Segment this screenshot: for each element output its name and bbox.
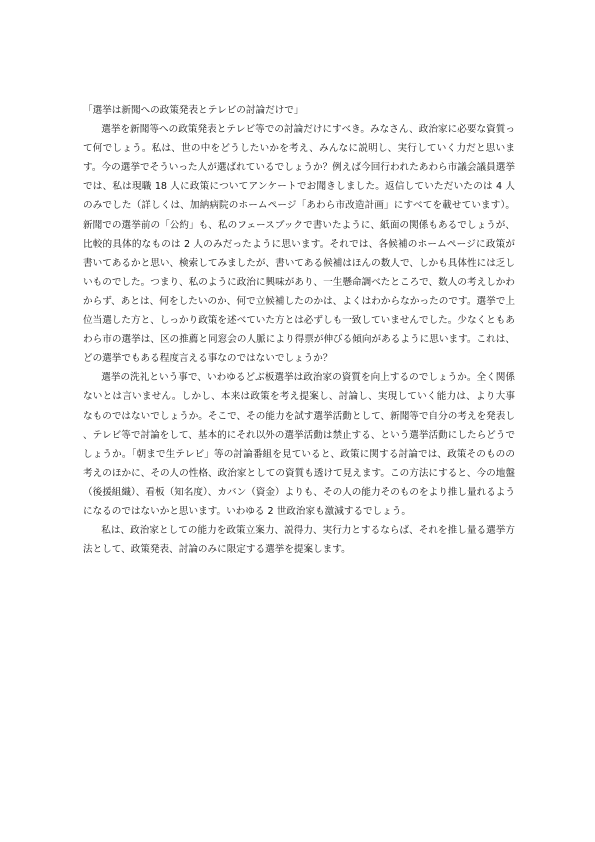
document-title: 「選挙は新聞への政策発表とテレビの討論だけで」	[83, 105, 304, 116]
paragraph-1: 選挙を新聞等への政策発表とテレビ等での討論だけにすべき。みなさん、政治家に必要な資質って何でしょう。私は、世の中をどうしたいかを考え、みんなに説明し、実行していく力だと思います。今の選挙でそういった人が選ばれているでしょうか？例えば今回行われたあわら市議会議員選挙では、私は現職 18 人に政策についてアンケートでお聞きしました。返信していただいたのは 4 人のみでした（詳しくは、加納病院のホームページ「あわら市改造計画」にすべてを載せています）。新聞での選挙前の「公約」も、私のフェースブックで書いたように、紙面の関係もあるでしょうが、比較的具体的なものは 2 人のみだったように思います。それでは、各候補のホームページに政策が書いてあるかと思い、検索してみましたが、書いてある候補はほんの数人で、しかも具体性には乏しいものでした。つまり、私のように政治に興味があり、一生懸命調べたところで、数人の考えしかわからず、あとは、何をしたいのか、何で立候補したのかは、よくはわからなかったのです。選挙で上位当選した方と、しっかり政策を述べていた方とは必ずしも一致していませんでした。少なくともあわら市の選挙は、区の推薦と同窓会の人脈により得票が伸びる傾向があるように思います。これは、どの選挙でもある程度言える事なのではないでしょうか？	[83, 124, 515, 365]
paragraph-3: 私は、政治家としての能力を政策立案力、説得力、実行力とするならば、それを推し量る選挙方法として、政策発表、討論のみに限定する選挙を提案します。	[83, 525, 515, 556]
paragraph-2: 選挙の洗礼という事で、いわゆるどぶ板選挙は政治家の資質を向上するのでしょうか。全く関係ないとは言いません。しかし、本来は政策を考え提案し、討論し、実現していく能力は、より大事なものではないでしょうか。そこで、その能力を試す選挙活動として、新聞等で自分の考えを発表し、テレビ等で討論をして、基本的にそれ以外の選挙活動は禁止する、という選挙活動にしたらどうでしょうか。「朝まで生テレビ」等の討論番組を見ていると、政策に関する討論では、政策そのものの考えのほかに、その人の性格、政治家としての資質も透けて見えます。この方法にすると、今の地盤（後援組織）、看板（知名度）、カバン（資金）よりも、その人の能力そのものをより推し量れるようになるのではないかと思います。いわゆる 2 世政治家も激減するでしょう。	[83, 372, 515, 517]
document-body	[83, 101, 515, 559]
